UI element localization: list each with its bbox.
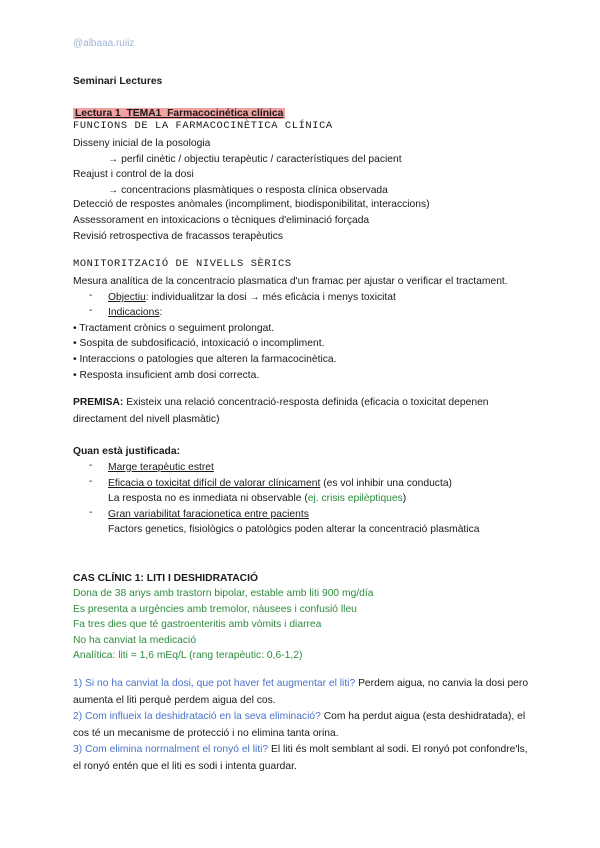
justificada-item-detail — [108, 491, 406, 506]
section2-title: MONITORITZACIÓ DE NIVELLS SÈRICS — [73, 258, 292, 270]
premisa-text: Existeix una relació concentració-resposta definida (eficacia o toxicitat depenen directament del nivell plasmàtic) — [73, 397, 489, 425]
cas-title: CAS CLÍNIC 1: LITI I DESHIDRATACIÓ — [73, 573, 258, 584]
section1-line: → perfil cinètic / objectiu terapèutic / característiques del pacient — [108, 154, 402, 165]
question-text: 2) Com influeix la deshidratació en la seva eliminació? — [73, 711, 321, 722]
justificada-item-main: Eficacia o toxicitat difícil de valorar clínicament — [108, 478, 321, 489]
cas-fact: Analítica: liti = 1,6 mEq/L (rang terapèutic: 0,6-1,2) — [73, 650, 303, 661]
indicacio-bullet: • Sospita de subdosificació, intoxicació o incompliment. — [73, 338, 325, 349]
justificada-item: Marge terapèutic estret — [108, 462, 214, 473]
justificada-item — [108, 476, 452, 491]
cas-question — [73, 675, 533, 709]
cas-fact: Es presenta a urgències amb tremolor, nàusees i confusió lleu — [73, 604, 357, 615]
section1-line: Disseny inicial de la posologia — [73, 138, 211, 149]
answer-text: Perdem aigua, no canvia la dosi pero aumenta el liti perquè perdem aigua del cos. — [73, 678, 529, 706]
lecture-heading-text: Lectura 1_TEMA1_Farmacocinética clínica — [75, 108, 284, 119]
indicacio-bullet: • Resposta insuficient amb dosi correcta. — [73, 370, 260, 381]
list-dash: - — [89, 305, 93, 316]
premisa-paragraph — [73, 394, 533, 428]
section1-line: Revisió retrospectiva de fracassos terapèutics — [73, 231, 284, 242]
premisa-label: PREMISA: — [73, 397, 124, 408]
list-dash: - — [89, 290, 93, 301]
section1-title: FUNCIONS DE LA FARMACOCINÈTICA CLÍNICA — [73, 120, 333, 132]
justificada-title: Quan està justificada: — [73, 446, 181, 457]
watermark: @albaaa.ruiiz — [73, 38, 135, 49]
section1-line: Assessorament en intoxicacions o tècniques d'eliminació forçada — [73, 215, 370, 226]
objectiu-line — [108, 290, 396, 305]
cas-fact: Dona de 38 anys amb trastorn bipolar, estable amb liti 900 mg/día — [73, 588, 374, 599]
section1-line: Detecció de respostes anòmales (incompliment, biodisponibilitat, interaccions) — [73, 199, 430, 210]
cas-fact: No ha canviat la medicació — [73, 635, 197, 646]
justificada-item: Gran variabilitat faracionetica entre pacients — [108, 509, 309, 520]
detail-text: La resposta no es inmediata ni observable ( — [108, 493, 308, 504]
indicacio-bullet: • Tractament crònics o seguiment prolongat. — [73, 323, 275, 334]
indicacio-bullet: • Interaccions o patologies que alteren la farmacocinètica. — [73, 354, 337, 365]
doc-title: Seminari Lectures — [73, 76, 163, 87]
indicacions-label: Indicacions — [108, 307, 160, 318]
list-dash: - — [89, 507, 93, 518]
objectiu-label: Objectiu — [108, 292, 146, 303]
answer-text: El liti és molt semblant al sodi. El ronyó pot confondre'ls, el ronyó entén que el liti es sodi i intenta guardar. — [73, 744, 528, 772]
section1-line: Reajust i control de la dosi — [73, 169, 194, 180]
cas-fact: Fa tres dies que té gastroenteritis amb vòmits i diarrea — [73, 619, 322, 630]
list-dash: - — [89, 460, 93, 471]
section1-line: → concentracions plasmàtiques o resposta clínica observada — [108, 185, 388, 196]
section2-intro: Mesura analítica de la concentracio plasmatica d'un framac per ajustar o verificar el tractament. — [73, 276, 508, 287]
example-text: ej. crisis epilèptiques — [307, 493, 403, 504]
question-text: 3) Com elimina normalment el ronyó el liti? — [73, 744, 269, 755]
indicacions-colon: : — [159, 307, 163, 318]
objectiu-text: : individualitzar la dosi → més eficàcia i menys toxicitat — [145, 292, 396, 303]
justificada-item-rest: (es vol inhibir una conducta) — [320, 478, 452, 489]
question-text: 1) Si no ha canviat la dosi, que pot haver fet augmentar el liti? — [73, 678, 356, 689]
answer-text: Com ha perdut aigua (esta deshidratada), el cos té un mecanisme de protecció i no elimina tanta orina. — [73, 711, 526, 739]
cas-question — [73, 741, 533, 775]
indicacions-line — [108, 305, 162, 320]
detail-end: ) — [402, 493, 407, 504]
list-dash: - — [89, 476, 93, 487]
justificada-item-detail: Factors genetics, fisiològics o patològics poden alterar la concentració plasmàtica — [108, 524, 480, 535]
cas-question — [73, 708, 533, 742]
